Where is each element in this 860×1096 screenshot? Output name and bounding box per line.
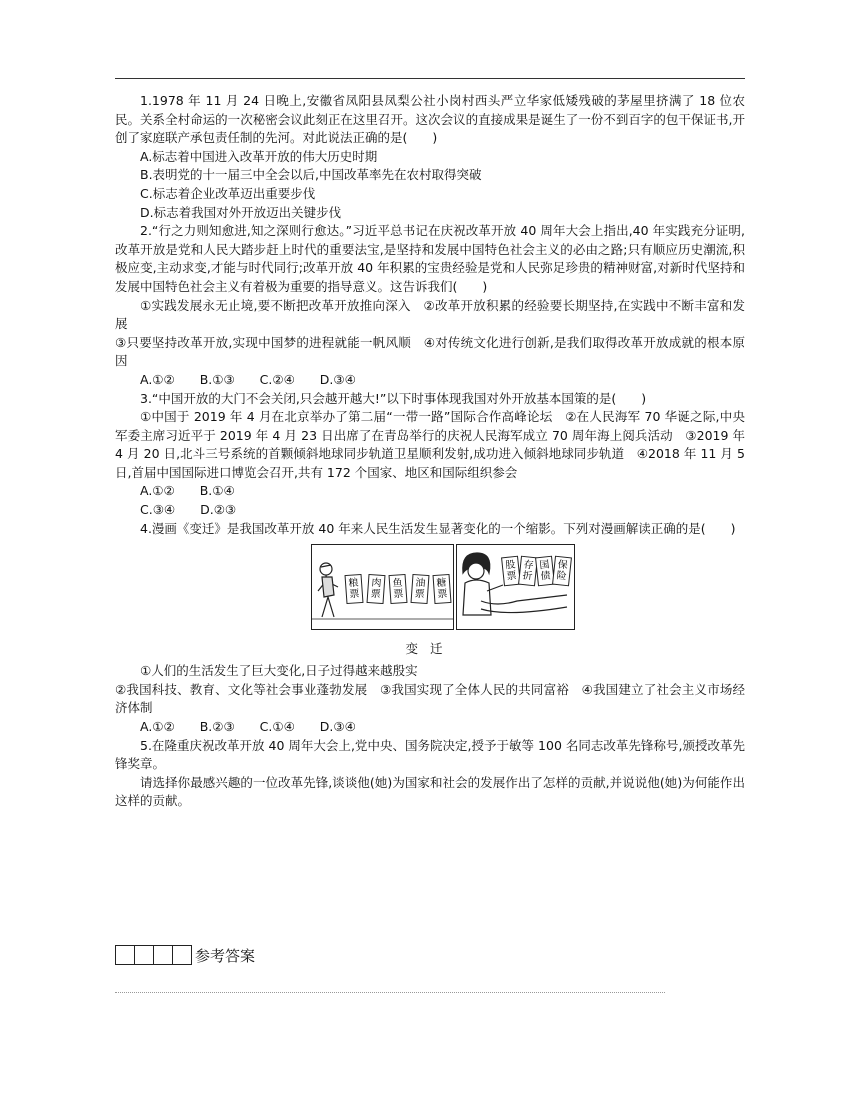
q3-stem: 3.“中国开放的大门不会关闭,只会越开越大!”以下时事体现我国对外开放基本国策的是( ) [140,390,647,406]
cartoon-figure [115,544,745,662]
q3-options-cd: C.③④ D.②③ [140,502,237,518]
answer-box [153,945,173,965]
person-figure [318,563,338,617]
answer-header [115,945,255,965]
dotted-rule [115,992,665,993]
cartoon-panel-present [456,544,575,630]
card-label: 国 [538,559,550,572]
answer-box [172,945,192,965]
card-label: 折 [521,570,533,583]
card-label: 糖 [436,577,447,590]
card-label: 票 [506,570,518,583]
q1-option-a: A.标志着中国进入改革开放的伟大历史时期 [140,148,378,164]
q4-options: A.①② B.②③ C.①④ D.③④ [140,719,356,735]
ration-card [367,575,385,604]
card-label: 粮 [348,577,359,590]
q1-option-d: D.标志着我国对外开放迈出关键步伐 [140,204,342,220]
card-label: 鱼 [392,577,403,590]
card-label: 票 [370,588,381,601]
card-label: 险 [555,570,567,583]
q2-statements-3-4: ③只要坚持改革开放,实现中国梦的进程就能一帆风顺 ④对传统文化进行创新,是我们取得改革开放成就的根本原因 [115,334,745,369]
ration-card [389,575,407,604]
q5-prompt: 请选择你最感兴趣的一位改革先锋,谈谈他(她)为国家和社会的发展作出了怎样的贡献,并说说他(她)为何能作出这样的贡献。 [115,774,745,809]
q2-options: A.①② B.①③ C.②④ D.③④ [140,371,356,387]
card-label: 油 [415,577,426,590]
q1-option-c: C.标志着企业改革迈出重要步伐 [140,185,316,201]
q3-options-ab: A.①② B.①④ [140,483,235,499]
ration-card [553,556,572,586]
q4-stem: 4.漫画《变迁》是我国改革开放 40 年来人民生活发生显著变化的一个缩影。下列对漫画解读正确的是( ) [140,520,736,536]
answer-box [134,945,154,965]
ration-card [536,556,555,586]
ration-card [502,556,521,586]
card-label: 票 [349,588,360,601]
card-label: 股 [504,559,516,572]
document-body [115,92,745,811]
card-label: 肉 [371,577,382,590]
answer-box [115,945,135,965]
q2-statements-1-2: ①实践发展永无止境,要不断把改革开放推向深入 ②改革开放积累的经验要长期坚持,在实践中不断丰富和发展 [115,297,745,332]
q1-option-b: B.表明党的十一届三中全会以后,中国改革率先在农村取得突破 [140,167,482,183]
ration-card [411,575,429,604]
q5-stem: 5.在隆重庆祝改革开放 40 周年大会上,党中央、国务院决定,授予于敏等 100 名同志改革先锋称号,颁授改革先锋奖章。 [115,737,745,772]
answer-label: 参考答案 [195,946,256,965]
ration-card [433,575,451,604]
card-label: 票 [393,588,404,601]
q4-statements-2-4: ②我国科技、教育、文化等社会事业蓬勃发展 ③我国实现了全体人民的共同富裕 ④我国建立了社会主义市场经济体制 [115,681,745,716]
cartoon-panel-past [311,544,454,630]
top-rule [115,78,745,79]
cartoon-caption: 变迁 [405,641,455,657]
card-label: 票 [437,588,448,601]
q2-stem: 2.“行之力则知愈进,知之深则行愈达。”习近平总书记在庆祝改革开放 40 周年大会上指出,40 年实践充分证明,改革开放是党和人民大踏步赶上时代的重要法宝,是坚持和发展中国特色社会主义的必由之路;只有顺应历史潮流,积极应变,主动求变,才能与时代同行;改革开放 40 年积累的宝贵经验是党和人民弥足珍贵的精神财富,对新时代坚持和发展中国特色社会主义有着极为重要的指导意义。这告诉我们( ) [115,223,745,294]
card-label: 票 [414,588,425,601]
q4-statement-1: ①人们的生活发生了巨大变化,日子过得越来越殷实 [140,663,418,679]
ration-card [345,575,363,604]
q1-stem: 1.1978 年 11 月 24 日晚上,安徽省凤阳县凤梨公社小岗村西头严立华家低矮残破的茅屋里挤满了 18 位农民。关系全村命运的一次秘密会议此刻正在这里召开。这次会议的直接成果是诞生了一份不到百字的包干保证书,开创了家庭联产承包责任制的先河。对此说法正确的是( ) [115,93,745,146]
card-label: 存 [523,559,535,572]
card-label: 债 [540,570,552,583]
q3-statements: ①中国于 2019 年 4 月在北京举办了第二届“一带一路”国际合作高峰论坛 ②在人民海军 70 华诞之际,中央军委主席习近平于 2019 年 4 月 23 日出席了在青岛举行的庆祝人民海军成立 70 周年海上阅兵活动 ③2019 年 4 月 20 日,北斗三号系统的首颗倾斜地球同步轨道卫星顺利发射,成功进入倾斜地球同步轨道 ④2018 年 11 月 5 日,首届中国国际进口博览会召开,共有 172 个国家、地区和国际组织参会 [115,409,745,480]
card-label: 保 [557,559,569,572]
ration-card [519,556,538,586]
